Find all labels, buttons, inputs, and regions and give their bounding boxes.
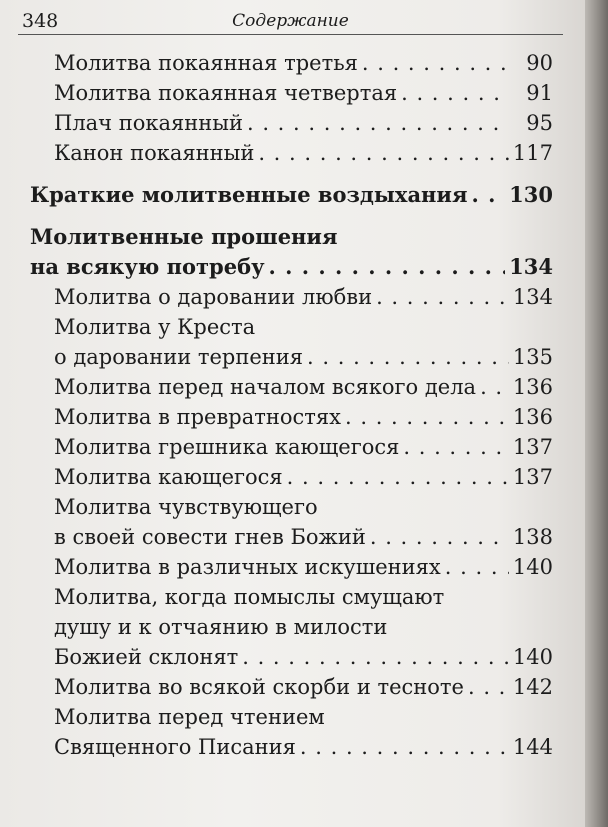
toc-entry-title-line: Молитва грешника кающегося	[54, 435, 400, 459]
toc-entry-row	[30, 180, 553, 210]
toc-entry	[0, 402, 585, 432]
toc-entry-title-line: Молитва кающегося	[54, 465, 283, 489]
dot-leader	[258, 138, 509, 168]
toc-page-number: 144	[512, 735, 553, 759]
running-title: Содержание	[232, 11, 349, 31]
toc-entry-title-line: Молитвенные прошения	[30, 224, 338, 249]
toc-entry-title-line: Молитва, когда помыслы смущают	[54, 585, 445, 609]
toc-page-number: 95	[526, 111, 553, 135]
toc-entry	[0, 138, 585, 168]
toc-section-heading	[0, 222, 585, 282]
toc-page-number: 135	[512, 345, 553, 369]
toc-entry-row	[54, 402, 553, 432]
dot-leader	[376, 282, 509, 312]
toc-entry-row	[54, 552, 553, 582]
dot-leader	[287, 462, 509, 492]
toc-page-number: 138	[512, 525, 553, 549]
toc-entry-title-line: Молитва покаянная четвертая	[54, 81, 398, 105]
toc-entry-title-line: Молитва перед чтением	[54, 705, 325, 729]
toc-entry	[0, 78, 585, 108]
dot-leader	[300, 732, 509, 762]
toc-entry-title-line: Молитва в превратностях	[54, 405, 341, 429]
toc-entry-title-line: Молитва о даровании любви	[54, 285, 373, 309]
toc-entry	[0, 492, 585, 552]
dot-leader	[307, 342, 509, 372]
toc-entry	[0, 702, 585, 762]
toc-section-heading	[0, 180, 585, 210]
toc-page-number: 134	[512, 285, 553, 309]
toc-entry-title-line: Плач покаянный	[54, 111, 243, 135]
page-number: 348	[22, 10, 59, 32]
toc-entry	[0, 582, 585, 672]
toc-page-number: 142	[512, 675, 553, 699]
toc-entry	[0, 462, 585, 492]
toc-entry-title-line: душу и к отчаянию в милости	[54, 615, 388, 639]
toc-entry-title-line: Молитва в различных искушениях	[54, 555, 441, 579]
book-gutter	[585, 0, 608, 827]
table-of-contents	[0, 48, 585, 762]
toc-entry	[0, 282, 585, 312]
toc-entry-row	[54, 78, 553, 108]
toc-entry-row	[54, 372, 553, 402]
toc-entry-title-line: Молитва во всякой скорби и тесноте	[54, 675, 464, 699]
dot-leader	[345, 402, 509, 432]
toc-page-number: 136	[512, 405, 553, 429]
toc-entry	[0, 108, 585, 138]
toc-entry	[0, 48, 585, 78]
toc-page-number: 90	[526, 51, 553, 75]
toc-entry-row	[54, 732, 553, 762]
toc-entry-row	[54, 672, 553, 702]
toc-entry-row	[54, 138, 553, 168]
toc-entry-row	[54, 342, 553, 372]
toc-entry-title-line: Молитва покаянная третья	[54, 51, 358, 75]
toc-entry-title-line: Краткие молитвенные воздыхания	[30, 182, 468, 207]
toc-page-number: 137	[512, 435, 553, 459]
dot-leader	[370, 522, 509, 552]
dot-leader	[401, 78, 509, 108]
page-header	[18, 8, 563, 35]
toc-entry-title-line: Молитва перед началом всякого дела	[54, 375, 477, 399]
toc-page-number: 136	[512, 375, 553, 399]
toc-entry-title-line: Молитва чувствующего	[54, 495, 318, 519]
dot-leader	[468, 672, 509, 702]
toc-entry-title-line: о даровании терпения	[54, 345, 304, 369]
toc-entry-title-line: Молитва у Креста	[54, 315, 256, 339]
toc-entry	[0, 372, 585, 402]
toc-entry	[0, 312, 585, 372]
dot-leader	[445, 552, 509, 582]
dot-leader	[472, 180, 506, 210]
toc-entry-title-line: Божией склонят	[54, 645, 239, 669]
toc-entry-title-line: в своей совести гнев Божий	[54, 525, 366, 549]
toc-page-number: 130	[509, 182, 553, 207]
toc-entry-title-line: на всякую потребу	[30, 254, 265, 279]
toc-entry-row	[54, 108, 553, 138]
dot-leader	[269, 252, 506, 282]
toc-page-number: 117	[512, 141, 553, 165]
toc-entry	[0, 672, 585, 702]
toc-entry-row	[54, 432, 553, 462]
toc-page-number: 140	[512, 645, 553, 669]
toc-entry-row	[30, 252, 553, 282]
toc-entry-title-line: Канон покаянный	[54, 141, 255, 165]
toc-entry	[0, 432, 585, 462]
toc-entry-row	[54, 462, 553, 492]
dot-leader	[362, 48, 509, 78]
dot-leader	[403, 432, 509, 462]
dot-leader	[480, 372, 509, 402]
toc-entry-row	[54, 522, 553, 552]
toc-entry	[0, 552, 585, 582]
toc-entry-row	[54, 642, 553, 672]
toc-page-number: 140	[512, 555, 553, 579]
toc-page-number: 137	[512, 465, 553, 489]
toc-page-number: 134	[509, 254, 553, 279]
dot-leader	[247, 108, 509, 138]
toc-entry-title-line: Священного Писания	[54, 735, 296, 759]
toc-page-number: 91	[526, 81, 553, 105]
toc-entry-row	[54, 48, 553, 78]
dot-leader	[242, 642, 509, 672]
toc-entry-row	[54, 282, 553, 312]
